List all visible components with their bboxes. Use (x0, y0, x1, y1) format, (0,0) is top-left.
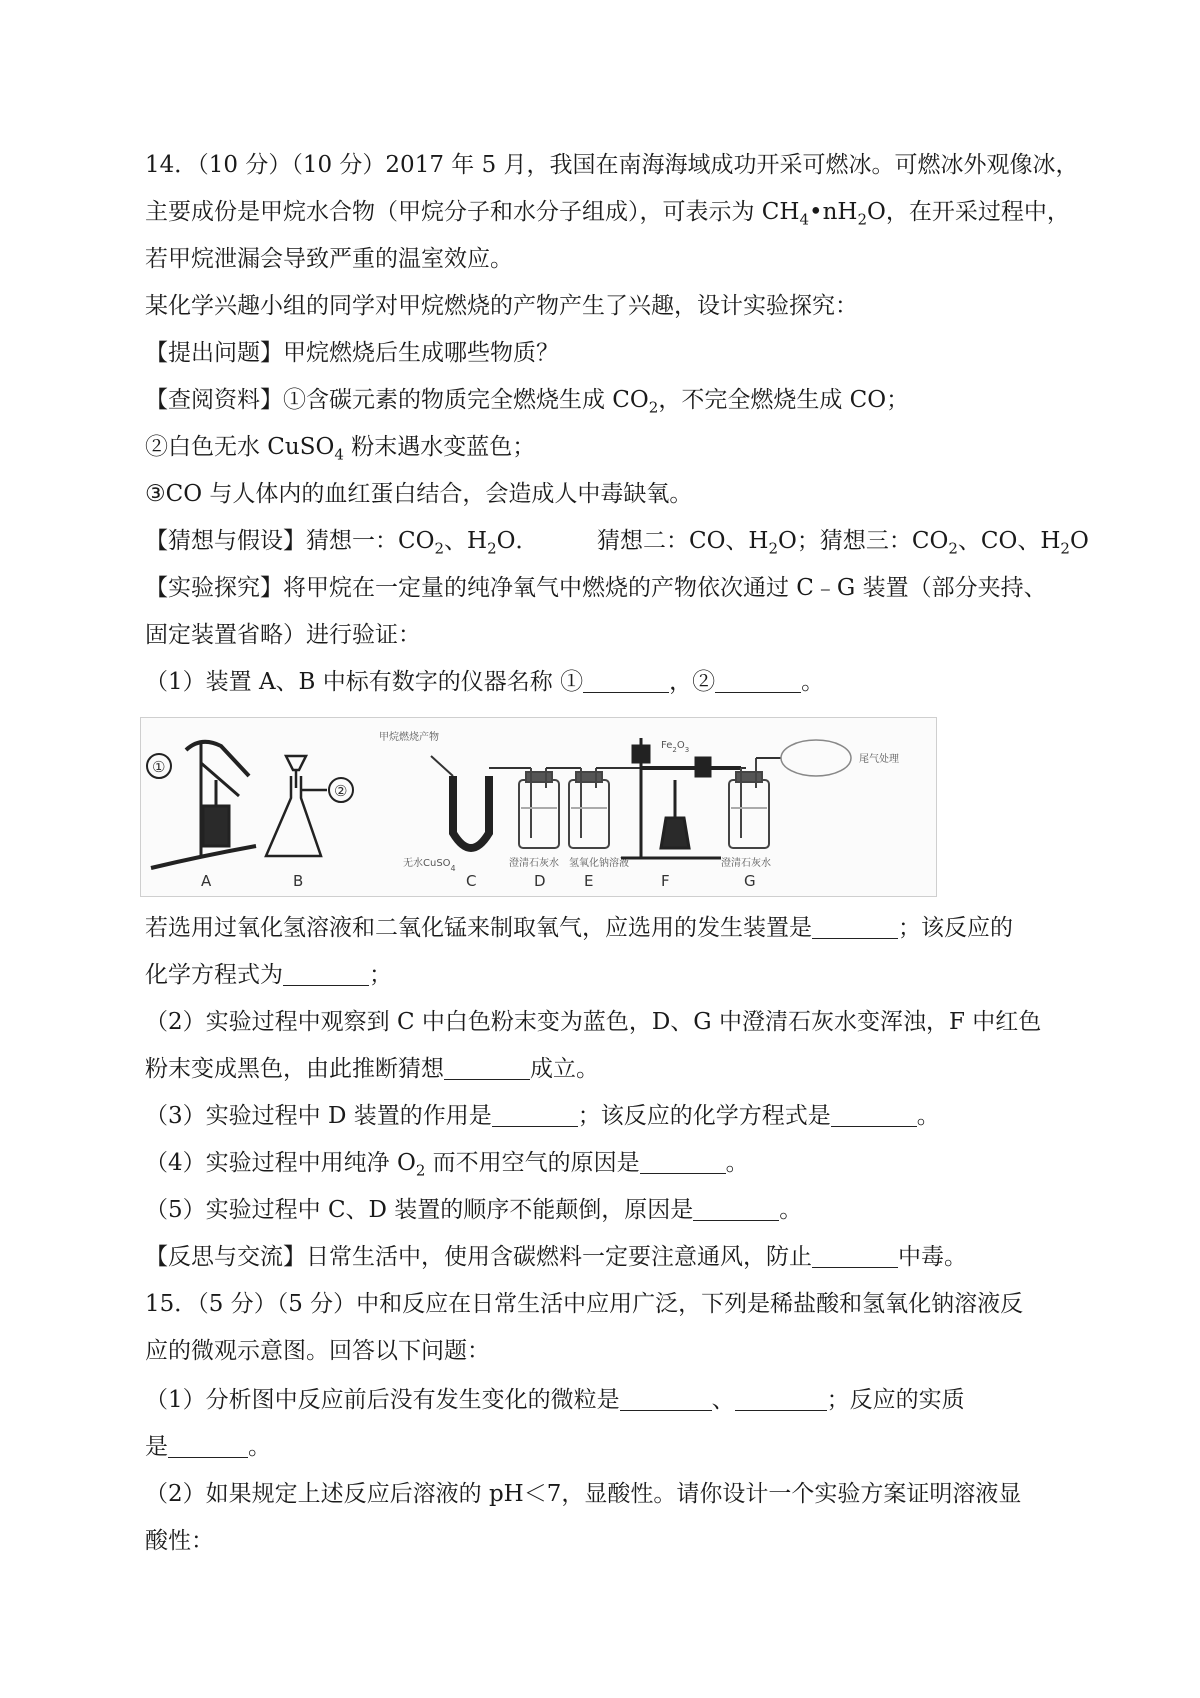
q15-line-1: 15．（5 分）（5 分）中和反应在日常生活中应用广泛，下列是稀盐酸和氢氧化钠溶液反 (145, 1291, 1024, 1317)
q14-part-5: （5）实验过程中 C、D 装置的顺序不能颠倒，原因是 。 (145, 1193, 1075, 1227)
answer-blank[interactable] (492, 1100, 578, 1127)
answer-blank[interactable] (831, 1100, 917, 1127)
answer-blank[interactable] (812, 1241, 898, 1268)
apparatus-label-c: C (466, 872, 477, 890)
q14-part-1: （1）装置 A、B 中标有数字的仪器名称 ① ，② 。 (145, 665, 1075, 699)
q14-part-4: （4）实验过程中用纯净 $O_2$ 而不用空气的原因是 。 (145, 1146, 1075, 1180)
q14-part-1-b: 若选用过氧化氢溶液和二氧化锰来制取氧气，应选用的发生装置是 ；该反应的 (145, 911, 1075, 945)
apparatus-label-f: F (661, 872, 670, 890)
answer-blank[interactable] (583, 666, 669, 693)
answer-blank[interactable] (693, 1194, 779, 1221)
apparatus-d (519, 768, 559, 848)
apparatus-label-d: D (534, 872, 546, 890)
q14-question-heading: 【提出问题】甲烷燃烧后生成哪些物质？ (145, 340, 559, 366)
label-2: ② (334, 782, 348, 800)
q14-experiment-1: 【实验探究】将甲烷在一定量的纯净氧气中燃烧的产物依次通过 C﹣G 装置（部分夹持、 (145, 575, 1047, 601)
q14-line-1: 14．（10 分）（10 分）2017 年 5 月，我国在南海海域成功开采可燃冰。可燃冰外观像冰， (145, 152, 1079, 178)
q14-line-3: 若甲烷泄漏会导致严重的温室效应。 (145, 246, 513, 272)
answer-blank[interactable] (812, 912, 898, 939)
answer-blank[interactable] (735, 1384, 827, 1411)
apparatus-figure (140, 717, 937, 897)
apparatus-label-a: A (201, 872, 212, 890)
outlet-label: 尾气处理 (859, 754, 899, 765)
q14-reference-2: ②白色无水 CuSO$_4$ 粉末遇水变蓝色； (145, 434, 536, 464)
q15-part-1: （1）分析图中反应前后没有发生变化的微粒是 、 ；反应的实质 (145, 1383, 1075, 1417)
answer-blank[interactable] (444, 1053, 530, 1080)
fe2o3-label: $Fe_2O_3$ (661, 740, 690, 754)
apparatus-g (729, 758, 769, 848)
g-caption: 澄清石灰水 (721, 858, 771, 869)
q15-part-1-b: 是 。 (145, 1430, 1075, 1464)
c-caption: 无水CuSO$_4$ (403, 858, 456, 873)
apparatus-diagram (141, 718, 936, 896)
label-1: ① (152, 758, 166, 776)
inlet-label: 甲烷燃烧产物 (379, 732, 439, 743)
apparatus-label-g: G (744, 872, 756, 890)
q14-part-1-c: 化学方程式为 ； (145, 958, 1075, 992)
answer-blank[interactable] (715, 666, 801, 693)
answer-blank[interactable] (620, 1384, 712, 1411)
answer-blank[interactable] (168, 1431, 248, 1458)
q14-line-4: 某化学兴趣小组的同学对甲烷燃烧的产物产生了兴趣，设计实验探究： (145, 293, 858, 319)
apparatus-c (453, 776, 489, 848)
q15-line-2: 应的微观示意图。回答以下问题： (145, 1338, 490, 1364)
d-caption: 澄清石灰水 (509, 858, 559, 869)
q14-line-2: 主要成份是甲烷水合物（甲烷分子和水分子组成），可表示为 $CH_4•nH_2O$，在开采过程中， (145, 199, 1070, 229)
q15-part-2-b: 酸性： (145, 1528, 214, 1554)
q14-hypotheses: 【猜想与假设】猜想一：$CO_2$、$H_2O$． 猜想二：CO、$H_2O$；猜想三：$CO_2$、CO、$H_2O$ (145, 528, 1089, 558)
q14-reflection: 【反思与交流】日常生活中，使用含碳燃料一定要注意通风，防止 中毒。 (145, 1240, 1075, 1274)
q14-reference-3: ③CO 与人体内的血红蛋白结合，会造成人中毒缺氧。 (145, 481, 693, 507)
q14-reference-1: 【查阅资料】①含碳元素的物质完全燃烧生成 $CO_2$，不完全燃烧生成 CO； (145, 387, 910, 417)
gas-balloon (781, 740, 851, 776)
q15-part-2: （2）如果规定上述反应后溶液的 pH＜7，显酸性。请你设计一个实验方案证明溶液显 (145, 1481, 1022, 1507)
apparatus-label-b: B (293, 872, 304, 890)
apparatus-label-e: E (584, 872, 594, 890)
apparatus-b (266, 756, 327, 856)
inlet-tube (431, 756, 453, 776)
q14-part-2-b: 粉末变成黑色，由此推断猜想 成立。 (145, 1052, 1075, 1086)
q14-experiment-2: 固定装置省略）进行验证： (145, 622, 421, 648)
answer-blank[interactable] (283, 959, 369, 986)
apparatus-e (569, 768, 609, 848)
answer-blank[interactable] (640, 1147, 726, 1174)
e-caption: 氢氧化钠溶液 (569, 858, 629, 869)
q14-part-2: （2）实验过程中观察到 C 中白色粉末变为蓝色，D、G 中澄清石灰水变浑浊，F 中红色 (145, 1009, 1042, 1035)
q14-part-3: （3）实验过程中 D 装置的作用是 ；该反应的化学方程式是 。 (145, 1099, 1075, 1133)
apparatus-a (151, 742, 256, 868)
apparatus-f (621, 738, 741, 858)
